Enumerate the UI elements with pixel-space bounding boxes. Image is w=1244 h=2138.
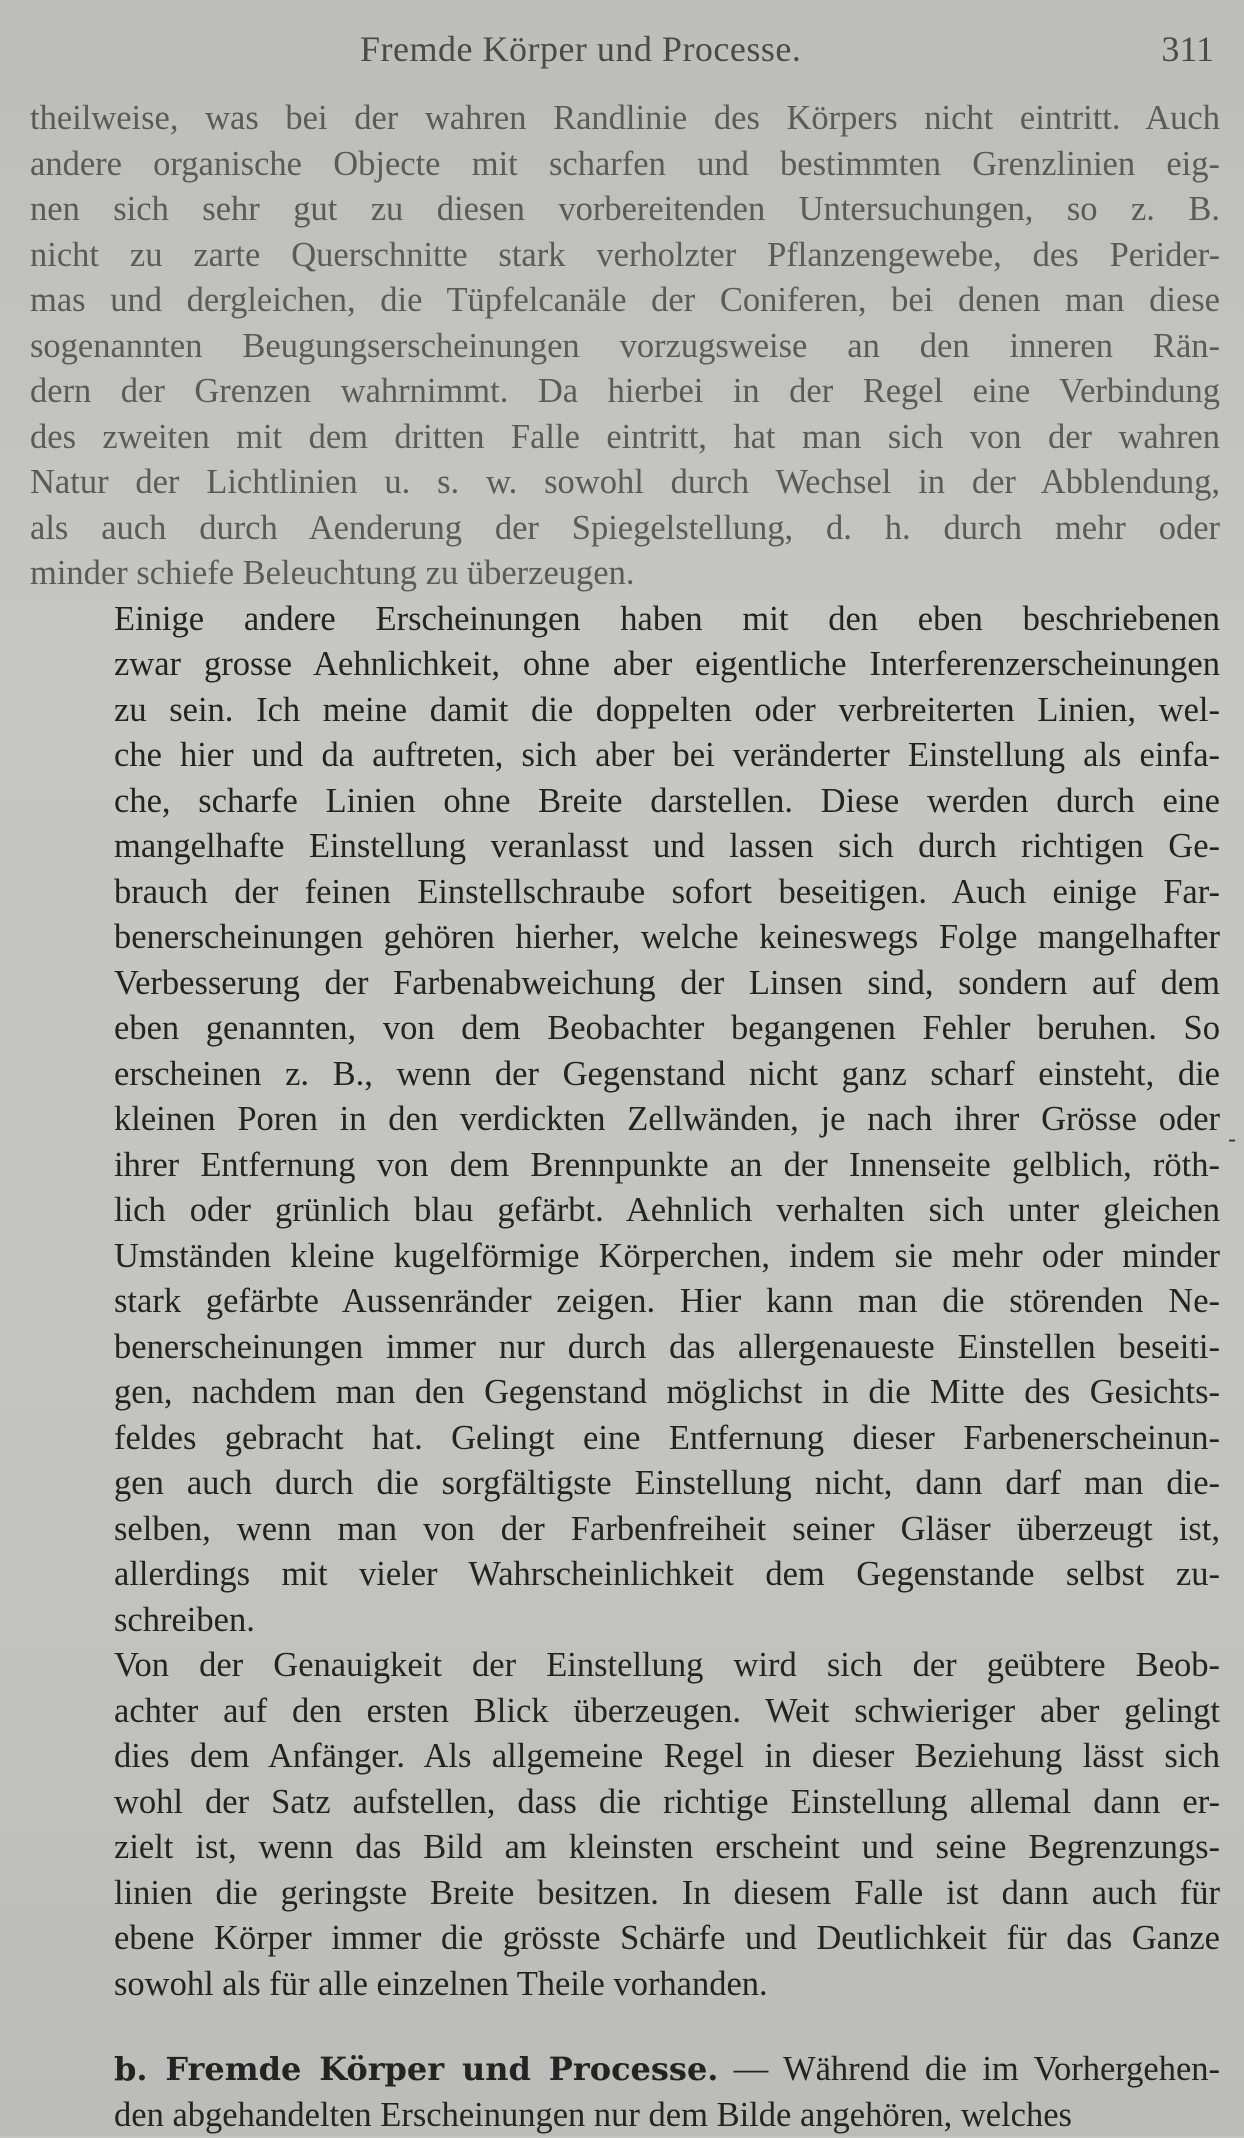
text-line: dern der Grenzen wahrnimmt. Da hierbei in der Regel eine Verbindung (30, 369, 1220, 415)
section-label: b. Fremde Körper und Processe. (114, 2050, 718, 2088)
text-line: linien die geringste Breite besitzen. In diesem Falle ist dann auch für (30, 1871, 1220, 1917)
text-line: nicht zu zarte Querschnitte stark verholzter Pflanzengewebe, des Perider- (30, 233, 1220, 279)
text-line: mas und dergleichen, die Tüpfelcanäle der Coniferen, bei denen man diese (30, 278, 1220, 324)
text-line: mangelhafte Einstellung veranlasst und lassen sich durch richtigen Ge- (30, 824, 1220, 870)
text-line: ebene Körper immer die grösste Schärfe und Deutlichkeit für das Ganze (30, 1916, 1220, 1962)
text-line: dies dem Anfänger. Als allgemeine Regel in dieser Beziehung lässt sich (30, 1734, 1220, 1780)
text-line: allerdings mit vieler Wahrscheinlichkeit dem Gegenstande selbst zu- (30, 1552, 1220, 1598)
text-line: che, scharfe Linien ohne Breite darstellen. Diese werden durch eine (30, 779, 1220, 825)
text-line: lich oder grünlich blau gefärbt. Aehnlich verhalten sich unter gleichen (30, 1188, 1220, 1234)
text-line: theilweise, was bei der wahren Randlinie des Körpers nicht eintritt. Auch (30, 96, 1220, 142)
text-line: zu sein. Ich meine damit die doppelten oder verbreiterten Linien, wel- (30, 688, 1220, 734)
text-line: schreiben. (30, 1598, 1220, 1644)
text-line: selben, wenn man von der Farbenfreiheit seiner Gläser überzeugt ist, (30, 1507, 1220, 1553)
paragraph (30, 96, 1220, 597)
paragraph (30, 597, 1220, 1644)
text-line: Umständen kleine kugelförmige Körperchen, indem sie mehr oder minder (30, 1234, 1220, 1280)
text-line: sowohl als für alle einzelnen Theile vorhanden. (30, 1962, 1220, 2008)
text-line: feldes gebracht hat. Gelingt eine Entfernung dieser Farbenerscheinun- (30, 1416, 1220, 1462)
text-line: che hier und da auftreten, sich aber bei veränderter Einstellung als einfa- (30, 733, 1220, 779)
text-line: eben genannten, von dem Beobachter begangenen Fehler beruhen. So (30, 1006, 1220, 1052)
text-line: gen, nachdem man den Gegenstand möglichst in die Mitte des Gesichts- (30, 1370, 1220, 1416)
margin-mark: - (1228, 1125, 1236, 1153)
text-line: brauch der feinen Einstellschraube sofort beseitigen. Auch einige Far- (30, 870, 1220, 916)
text-line: stark gefärbte Aussenränder zeigen. Hier kann man die störenden Ne- (30, 1279, 1220, 1325)
paragraph (30, 1643, 1220, 2007)
text-line: nen sich sehr gut zu diesen vorbereitenden Untersuchungen, so z. B. (30, 187, 1220, 233)
section-dash: — (718, 2050, 783, 2088)
paragraphs (30, 96, 1220, 2007)
text-line: achter auf den ersten Blick überzeugen. Weit schwieriger aber gelingt (30, 1689, 1220, 1735)
text-line: kleinen Poren in den verdickten Zellwänden, je nach ihrer Grösse oder (30, 1097, 1220, 1143)
section-line-1: den abgehandelten Erscheinungen nur dem Bilde angehören, welches (30, 2093, 1220, 2138)
page-header (30, 28, 1220, 78)
text-line: des zweiten mit dem dritten Falle eintritt, hat man sich von der wahren (30, 415, 1220, 461)
text-line: gen auch durch die sorgfältigste Einstellung nicht, dann darf man die- (30, 1461, 1220, 1507)
text-line: als auch durch Aenderung der Spiegelstellung, d. h. durch mehr oder (30, 506, 1220, 552)
text-line: Verbesserung der Farbenabweichung der Linsen sind, sondern auf dem (30, 961, 1220, 1007)
text-line: sogenannten Beugungserscheinungen vorzugsweise an den inneren Rän- (30, 324, 1220, 370)
text-line: Von der Genauigkeit der Einstellung wird sich der geübtere Beob- (30, 1643, 1220, 1689)
text-line: wohl der Satz aufstellen, dass die richtige Einstellung allemal dann er- (30, 1780, 1220, 1826)
body-text (30, 96, 1220, 2138)
section-first-line (30, 2047, 1220, 2093)
text-line: minder schiefe Beleuchtung zu überzeugen. (30, 551, 1220, 597)
running-title: Fremde Körper und Processe. (360, 28, 801, 70)
page-number: 311 (1161, 28, 1214, 70)
text-line: andere organische Objecte mit scharfen und bestimmten Grenzlinien eig- (30, 142, 1220, 188)
text-line: ihrer Entfernung von dem Brennpunkte an der Innenseite gelblich, röth- (30, 1143, 1220, 1189)
text-line: zielt ist, wenn das Bild am kleinsten erscheint und seine Begrenzungs- (30, 1825, 1220, 1871)
section-heading-paragraph (30, 2047, 1220, 2138)
text-line: benerscheinungen gehören hierher, welche keineswegs Folge mangelhafter (30, 915, 1220, 961)
text-line: Einige andere Erscheinungen haben mit den eben beschriebenen (30, 597, 1220, 643)
text-line: erscheinen z. B., wenn der Gegenstand nicht ganz scharf einsteht, die (30, 1052, 1220, 1098)
text-line: Natur der Lichtlinien u. s. w. sowohl durch Wechsel in der Abblendung, (30, 460, 1220, 506)
text-line: benerscheinungen immer nur durch das allergenaueste Einstellen beseiti- (30, 1325, 1220, 1371)
section-line-0: Während die im Vorhergehen- (783, 2050, 1220, 2088)
text-line: zwar grosse Aehnlichkeit, ohne aber eigentliche Interferenzerscheinungen (30, 642, 1220, 688)
